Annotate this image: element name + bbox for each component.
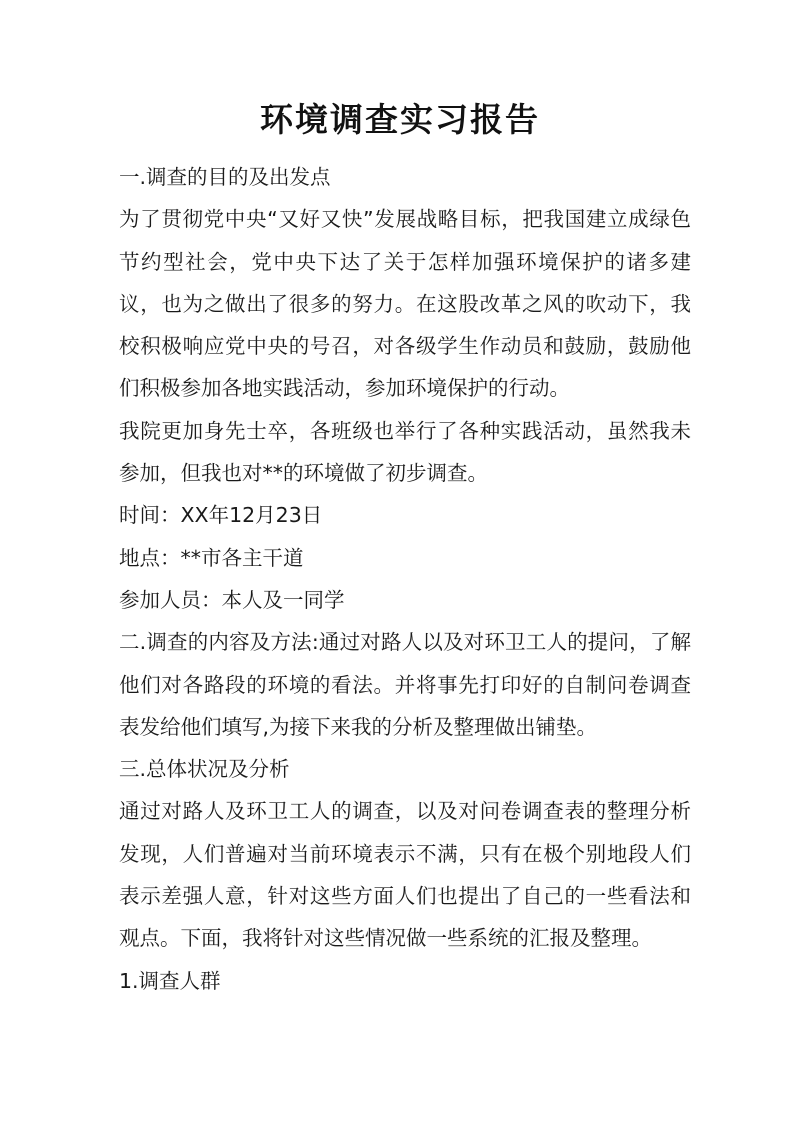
section-heading-analysis: 三.总体状况及分析 — [119, 757, 290, 782]
document-title: 环境调查实习报告 — [260, 100, 540, 139]
paragraph-background: 为了贯彻党中央“又好又快”发展战略目标，把我国建立成绿色节约型社会，党中央下达了关于怎样加强环境保护的诸多建议，也为之做出了很多的努力。在这股改革之风的吹动下，我校积极响应党中央的号召，对各级学生作动员和鼓励，鼓励他们积极参加各地实践活动，参加环境保护的行动。 — [119, 207, 691, 401]
document-body — [119, 156, 691, 1002]
survey-location: 地点：**市各主干道 — [119, 545, 304, 570]
section-heading-method: 二.调查的内容及方法:通过对路人以及对环卫工人的提问，了解他们对各路段的环境的看法。并将事先打印好的自制问卷调查表发给他们填写,为接下来我的分析及整理做出铺垫。 — [119, 630, 691, 739]
paragraph-participation: 我院更加身先士卒，各班级也举行了各种实践活动，虽然我未参加，但我也对**的环境做了初步调查。 — [119, 418, 691, 486]
paragraph-analysis: 通过对路人及环卫工人的调查，以及对问卷调查表的整理分析发现，人们普遍对当前环境表示不满，只有在极个别地段人们表示差强人意，针对这些方面人们也提出了自己的一些看法和观点。下面，我将针对这些情况做一些系统的汇报及整理。 — [119, 799, 691, 951]
subheading-survey-group: 1.调查人群 — [119, 968, 221, 993]
survey-time: 时间：XX年12月23日 — [119, 503, 323, 528]
survey-participants: 参加人员：本人及一同学 — [119, 587, 345, 612]
section-heading-purpose: 一.调查的目的及出发点 — [119, 165, 331, 189]
